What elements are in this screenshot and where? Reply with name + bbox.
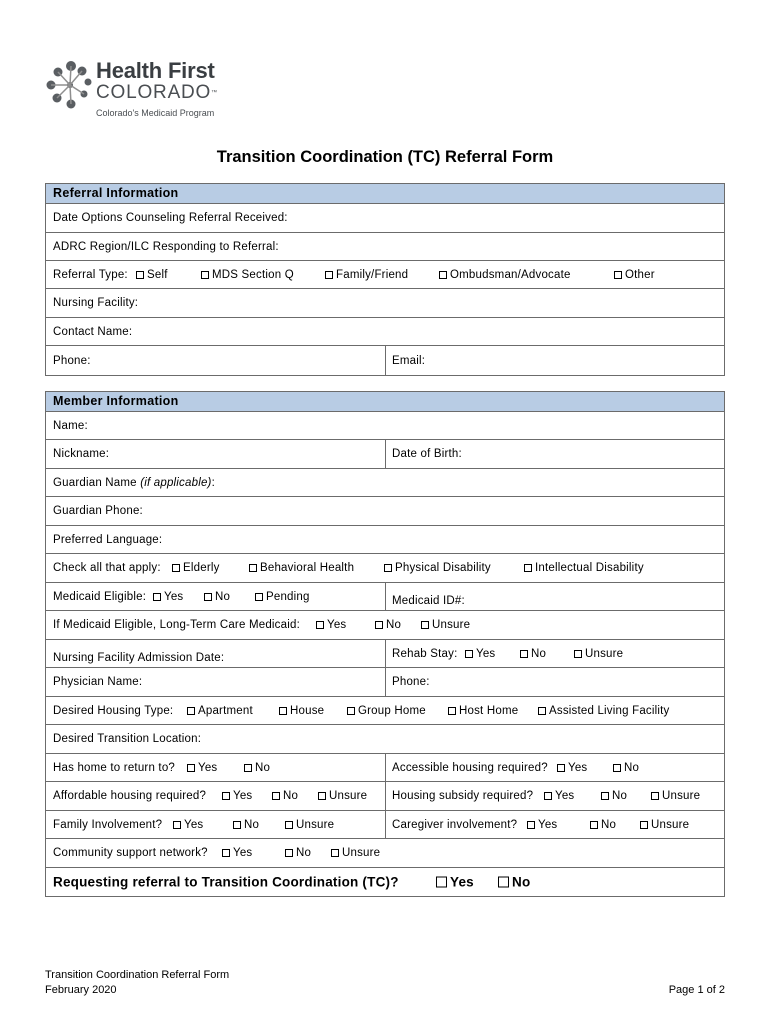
email-field[interactable]: Email: (392, 354, 426, 367)
checkbox-subsidy-yes[interactable]: Yes (544, 790, 574, 802)
medicaid-eligible-row (46, 583, 724, 611)
checkbox-ltc-no[interactable]: No (375, 619, 401, 631)
checkbox-icon (375, 621, 383, 629)
field-label: Name: (53, 419, 88, 432)
checkbox-icon (651, 792, 659, 800)
field-label: Community support network? (53, 847, 208, 859)
guardian-name-row[interactable] (46, 469, 724, 497)
checkbox-icon (613, 764, 621, 772)
checkbox-icon (244, 764, 252, 772)
checkbox-icon (614, 271, 622, 279)
checkbox-icon (279, 707, 287, 715)
checkbox-accessible-no[interactable]: No (613, 762, 639, 774)
checkbox-icon (557, 764, 565, 772)
checkbox-other[interactable]: Other (614, 269, 655, 281)
checkbox-icon (448, 707, 456, 715)
checkbox-icon (574, 650, 582, 658)
checkbox-icon (601, 792, 609, 800)
checkbox-group-home[interactable]: Group Home (347, 705, 426, 717)
field-label: Affordable housing required? (53, 790, 207, 802)
check-all-row (46, 554, 724, 583)
physician-phone-field[interactable]: Phone: (392, 676, 430, 688)
field-label: Accessible housing required? (392, 761, 548, 774)
field-label: Rehab Stay: (392, 647, 458, 660)
checkbox-physical-disability[interactable]: Physical Disability (384, 562, 491, 574)
family-caregiver-row (46, 811, 724, 839)
field-label: Date Options Counseling Referral Received: (53, 212, 288, 224)
field-label: Referral Type: (53, 268, 128, 281)
logo-tagline: Colorado's Medicaid Program (96, 108, 215, 118)
checkbox-assisted-living[interactable]: Assisted Living Facility (538, 705, 669, 717)
checkbox-icon (520, 650, 528, 658)
nursing-facility-row[interactable] (46, 289, 724, 318)
field-label: If Medicaid Eligible, Long-Term Care Medicaid: (53, 619, 300, 631)
checkbox-medicaid-no[interactable]: No (204, 591, 230, 603)
field-label: Housing subsidy required? (392, 790, 534, 802)
logo-line-2: COLORADO™ (96, 82, 218, 103)
checkbox-icon (187, 707, 195, 715)
medicaid-id-field[interactable]: Medicaid ID#: (392, 595, 465, 607)
checkbox-family-no[interactable]: No (233, 819, 259, 831)
section-heading: Referral Information (46, 184, 724, 204)
referral-type-row (46, 261, 724, 289)
checkbox-icon (201, 271, 209, 279)
request-tc-row (46, 868, 724, 896)
field-label: Desired Transition Location: (53, 733, 202, 745)
checkbox-icon (544, 792, 552, 800)
field-label: Check all that apply: (53, 562, 161, 574)
checkbox-caregiver-unsure[interactable]: Unsure (640, 819, 689, 831)
home-accessible-row (46, 754, 724, 782)
checkbox-subsidy-no[interactable]: No (601, 790, 627, 802)
footer-date: February 2020 (45, 984, 117, 996)
checkbox-icon (465, 650, 473, 658)
field-label: Preferred Language: (53, 533, 163, 546)
checkbox-icon (347, 707, 355, 715)
checkbox-community-yes[interactable]: Yes (222, 847, 252, 859)
field-label: Medicaid Eligible: (53, 590, 147, 603)
field-label: ADRC Region/ILC Responding to Referral: (53, 240, 279, 253)
checkbox-icon (285, 849, 293, 857)
checkbox-ltc-yes[interactable]: Yes (316, 619, 346, 631)
adrc-region-row[interactable] (46, 233, 724, 261)
checkbox-caregiver-yes[interactable]: Yes (527, 819, 557, 831)
phone-field[interactable]: Phone: (53, 354, 91, 367)
checkbox-icon (527, 821, 535, 829)
checkbox-house[interactable]: House (279, 705, 324, 717)
field-label: Desired Housing Type: (53, 704, 174, 717)
checkbox-icon (640, 821, 648, 829)
checkbox-mds-section-q[interactable]: MDS Section Q (201, 269, 294, 281)
field-label: Guardian Name (if applicable): (53, 476, 215, 489)
checkbox-icon (233, 821, 241, 829)
checkbox-intellectual-disability[interactable]: Intellectual Disability (524, 562, 644, 574)
checkbox-icon (255, 593, 263, 601)
nf-admission-rehab-row (46, 640, 724, 668)
checkbox-apartment[interactable]: Apartment (187, 705, 253, 717)
field-label: Requesting referral to Transition Coordination (TC)? (53, 874, 399, 890)
checkbox-icon (538, 707, 546, 715)
checkbox-icon (436, 877, 447, 888)
name-row[interactable] (46, 412, 724, 440)
housing-type-row (46, 697, 724, 725)
checkbox-icon (187, 764, 195, 772)
checkbox-icon (172, 564, 180, 572)
ltc-medicaid-row (46, 611, 724, 640)
footer-page-number: Page 1 of 2 (668, 984, 725, 996)
checkbox-icon (222, 792, 230, 800)
checkbox-medicaid-pending[interactable]: Pending (255, 591, 310, 603)
checkbox-icon (285, 821, 293, 829)
nickname-field[interactable]: Nickname: (53, 448, 110, 460)
checkbox-medicaid-yes[interactable]: Yes (153, 591, 183, 603)
checkbox-behavioral-health[interactable]: Behavioral Health (249, 562, 354, 574)
physician-row (46, 668, 724, 697)
physician-name-field[interactable]: Physician Name: (53, 676, 143, 688)
checkbox-home-yes[interactable]: Yes (187, 762, 217, 774)
checkbox-icon (524, 564, 532, 572)
checkbox-icon (498, 877, 509, 888)
checkbox-affordable-unsure[interactable]: Unsure (318, 790, 367, 802)
checkbox-ombudsman-advocate[interactable]: Ombudsman/Advocate (439, 269, 571, 281)
checkbox-icon (439, 271, 447, 279)
checkbox-icon (249, 564, 257, 572)
affordable-subsidy-row (46, 782, 724, 811)
logo-dot (85, 79, 92, 86)
checkbox-icon (384, 564, 392, 572)
checkbox-affordable-yes[interactable]: Yes (222, 790, 252, 802)
transition-location-row[interactable] (46, 725, 724, 754)
checkbox-rehab-unsure[interactable]: Unsure (574, 648, 623, 660)
checkbox-icon (316, 621, 324, 629)
checkbox-icon (331, 849, 339, 857)
section-heading: Member Information (46, 392, 724, 412)
logo-line-1: Health First (96, 58, 215, 83)
member-information-section (45, 391, 725, 897)
checkbox-ltc-unsure[interactable]: Unsure (421, 619, 470, 631)
checkbox-subsidy-unsure[interactable]: Unsure (651, 790, 700, 802)
checkbox-request-no[interactable]: No (498, 875, 530, 890)
logo-dots-icon (44, 60, 94, 110)
referral-information-section (45, 183, 725, 376)
contact-name-row[interactable] (46, 318, 724, 346)
checkbox-elderly[interactable]: Elderly (172, 562, 220, 574)
checkbox-icon (272, 792, 280, 800)
guardian-phone-row[interactable] (46, 497, 724, 526)
checkbox-request-yes[interactable]: Yes (436, 875, 474, 890)
checkbox-caregiver-no[interactable]: No (590, 819, 616, 831)
footer-form-name: Transition Coordination Referral Form (45, 969, 230, 981)
checkbox-icon (590, 821, 598, 829)
checkbox-accessible-yes[interactable]: Yes (557, 762, 587, 774)
checkbox-rehab-yes[interactable]: Yes (465, 648, 495, 660)
nf-admission-field[interactable]: Nursing Facility Admission Date: (53, 652, 225, 664)
field-label: Guardian Phone: (53, 505, 143, 517)
field-label: Has home to return to? (53, 761, 176, 774)
checkbox-family-unsure[interactable]: Unsure (285, 819, 334, 831)
dob-field[interactable]: Date of Birth: (392, 448, 462, 460)
checkbox-icon (325, 271, 333, 279)
checkbox-icon (153, 593, 161, 601)
checkbox-self[interactable]: Self (136, 269, 168, 281)
health-first-colorado-logo (44, 60, 234, 126)
checkbox-home-no[interactable]: No (244, 762, 270, 774)
checkbox-icon (421, 621, 429, 629)
community-support-row (46, 839, 724, 868)
checkbox-community-unsure[interactable]: Unsure (331, 847, 380, 859)
checkbox-family-friend[interactable]: Family/Friend (325, 269, 408, 281)
page-title: Transition Coordination (TC) Referral Form (216, 148, 554, 166)
checkbox-community-no[interactable]: No (285, 847, 311, 859)
preferred-language-row[interactable] (46, 526, 724, 554)
nickname-dob-row (46, 440, 724, 469)
checkbox-icon (204, 593, 212, 601)
date-received-row[interactable] (46, 204, 724, 233)
field-label: Family Involvement? (53, 818, 163, 831)
checkbox-icon (173, 821, 181, 829)
checkbox-icon (222, 849, 230, 857)
checkbox-icon (136, 271, 144, 279)
field-label: Nursing Facility: (53, 297, 139, 309)
field-label: Caregiver involvement? (392, 818, 518, 831)
checkbox-host-home[interactable]: Host Home (448, 705, 518, 717)
checkbox-icon (318, 792, 326, 800)
checkbox-family-yes[interactable]: Yes (173, 819, 203, 831)
checkbox-affordable-no[interactable]: No (272, 790, 298, 802)
checkbox-rehab-no[interactable]: No (520, 648, 546, 660)
field-label: Contact Name: (53, 325, 133, 338)
phone-email-row (46, 346, 724, 375)
